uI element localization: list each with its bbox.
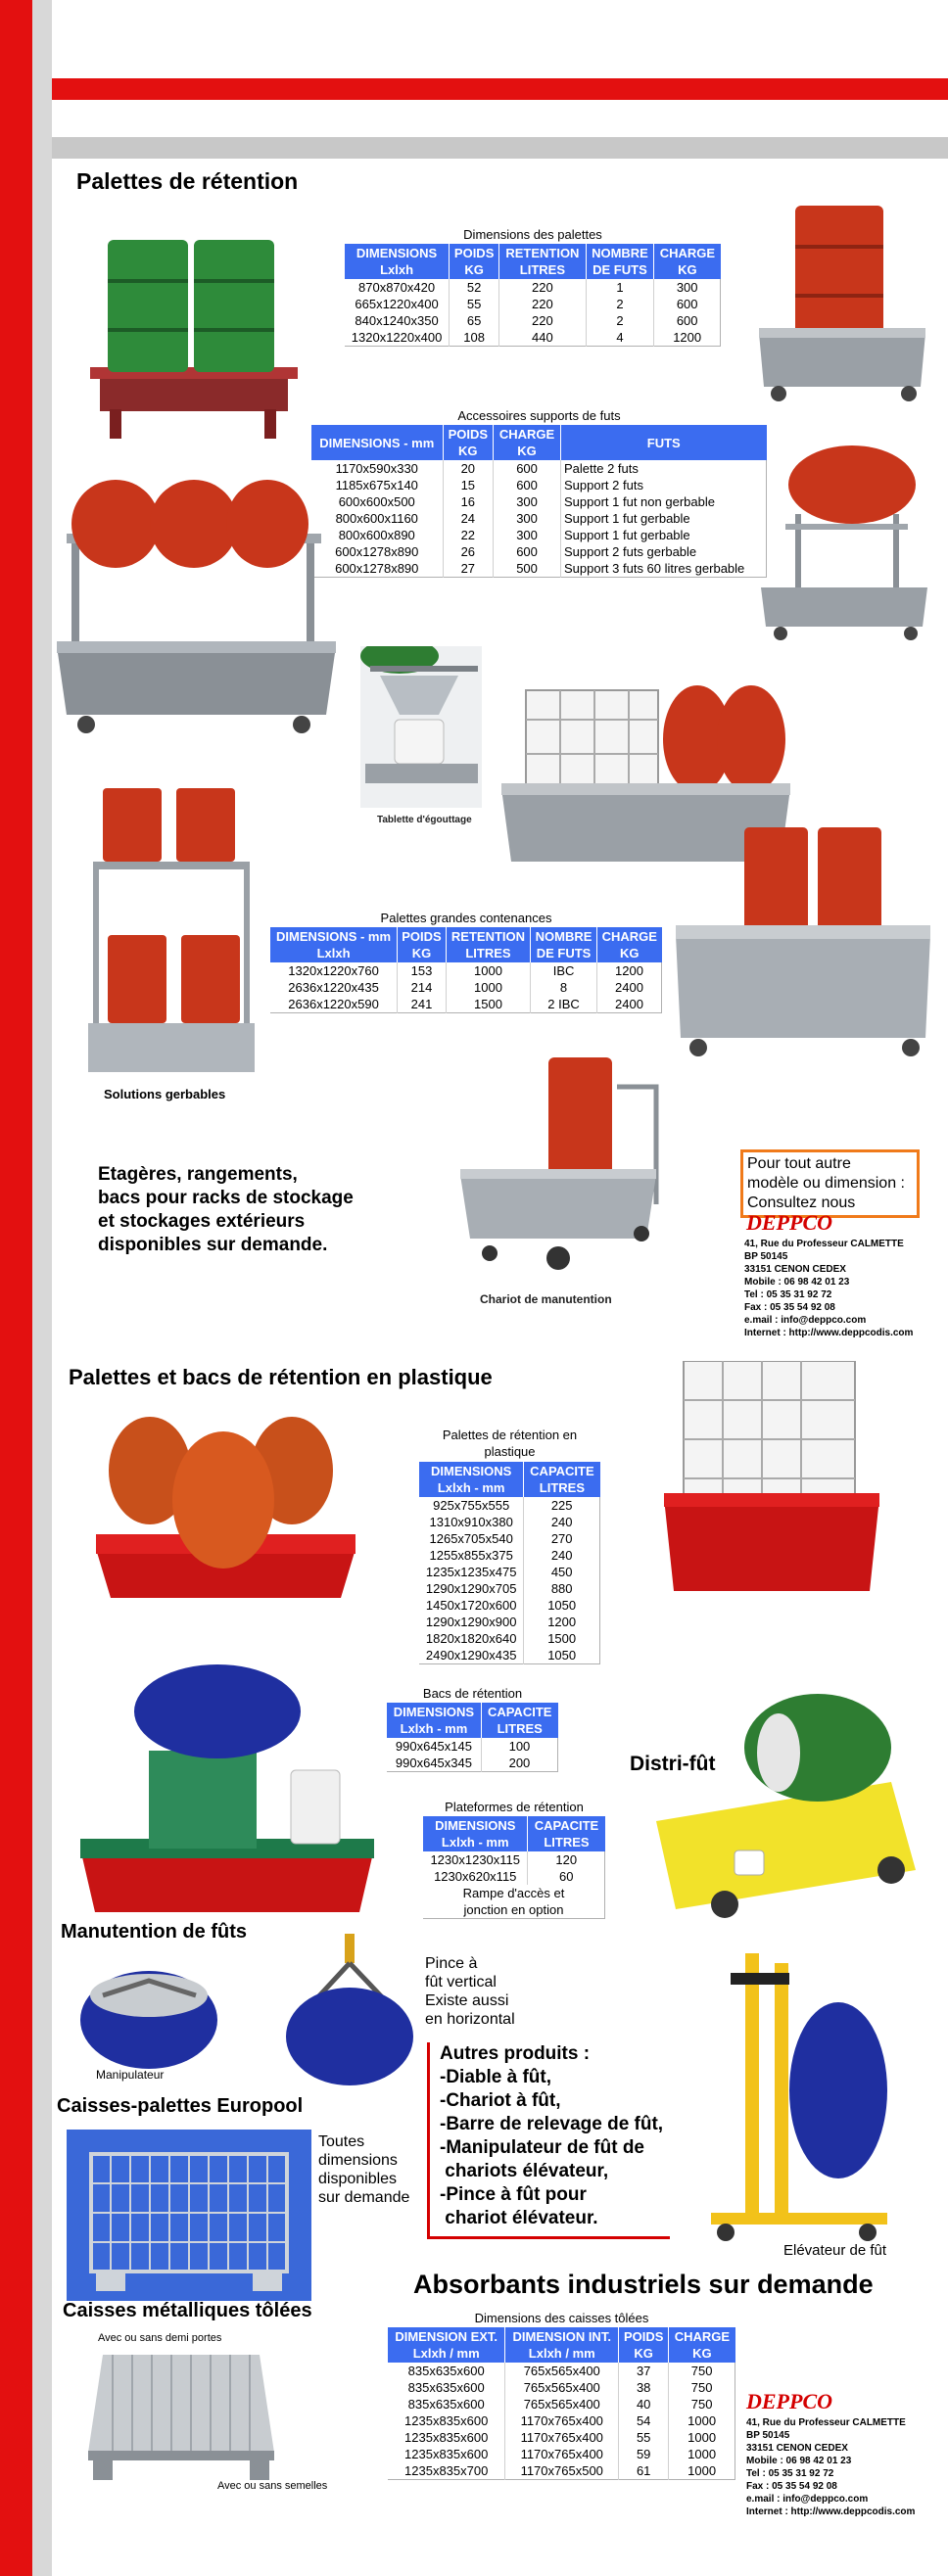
table-row: 1320x1220x400 108 440 4 1200 <box>345 329 721 347</box>
col-header: CHARGE KG <box>669 2327 735 2363</box>
contact-box: Pour tout autre modèle ou dimension : Consultez nous <box>740 1149 920 1218</box>
table-row: 835x635x600 765x565x400 38 750 <box>388 2379 735 2396</box>
caption-chariot: Chariot de manutention <box>480 1292 612 1306</box>
table-row: 1255x855x375 240 <box>419 1547 600 1564</box>
elevateur-fut-image <box>691 1953 892 2242</box>
col-header: DIMENSIONS Lxlxh - mm <box>423 1816 528 1851</box>
company-logo-footer: DEPPCO <box>746 2389 832 2413</box>
table-row: 1235x835x600 1170x765x400 59 1000 <box>388 2446 735 2462</box>
table-row: 665x1220x400 55 220 2 600 <box>345 296 721 312</box>
red-drum-metal-pallet-image <box>754 206 930 406</box>
col-header: POIDS KG <box>398 927 447 962</box>
table-grandes-contenances <box>270 911 662 1013</box>
table-row: 1230x620x115 60 <box>423 1868 605 1885</box>
autres-produits-box: Autres produits : -Diable à fût, -Chariot à fût, -Barre de relevage de fût, -Manipulateur de fût de chariots élévateur, -Pince à fût pour chariot élévateur. <box>427 2042 670 2239</box>
table-caption: Accessoires supports de futs <box>457 408 621 423</box>
table-caption: Bacs de rétention <box>422 1686 523 1701</box>
table-row: 835x635x600 765x565x400 40 750 <box>388 2396 735 2412</box>
distri-fut-image <box>637 1694 925 1924</box>
chariot-manutention-image <box>460 1057 671 1283</box>
caption-demi-portes: Avec ou sans demi portes <box>98 2332 222 2344</box>
col-header: CHARGE KG <box>654 244 721 279</box>
table-row: 1290x1290x900 1200 <box>419 1614 600 1630</box>
table-row: 2636x1220x435 214 1000 8 2400 <box>270 979 662 996</box>
green-drums-pallet-image <box>90 235 298 445</box>
distri-fut-label: Distri-fût <box>630 1753 716 1775</box>
table-row: 990x645x145 100 <box>387 1738 558 1755</box>
col-header: DIMENSIONS - mm Lxlxh <box>270 927 398 962</box>
table-row: 1235x835x600 1170x765x400 54 1000 <box>388 2412 735 2429</box>
left-gray-stripe <box>32 0 52 2576</box>
col-header: RETENTION LITRES <box>446 927 530 962</box>
col-header: CHARGE KG <box>494 425 561 460</box>
plastic-pallet-drums-image <box>96 1412 356 1613</box>
absorbants-title: Absorbants industriels sur demande <box>413 2270 874 2299</box>
pince-text: Pince à fût vertical Existe aussi en horizontal <box>425 1955 515 2028</box>
section-title-palettes: Palettes de rétention <box>76 168 299 194</box>
table-row: 1230x1230x115 120 <box>423 1851 605 1868</box>
etageres-text: Etagères, rangements, bacs pour racks de stockage et stockages extérieurs disponibles sur demande. <box>98 1164 354 1255</box>
col-header: NOMBRE DE FUTS <box>531 927 597 962</box>
table-row: 1235x835x700 1170x765x500 61 1000 <box>388 2462 735 2480</box>
metal-box-image <box>83 2345 279 2487</box>
table-header-row <box>270 927 662 962</box>
table-row: 1185x675x140 15 600 Support 2 futs <box>311 477 767 493</box>
company-address-footer: 41, Rue du Professeur CALMETTE BP 50145 33151 CENON CEDEX Mobile : 06 98 42 01 23 Tel : 05 35 31 92 72 Fax : 05 35 54 92 08 e.mail : info@deppco.com Internet : http://www.deppcodis.com <box>746 2417 916 2517</box>
caption-gerbables: Solutions gerbables <box>104 1087 226 1101</box>
table-row: jonction en option <box>463 1902 564 1917</box>
europool-text: Toutes dimensions disponibles sur demande <box>318 2133 410 2206</box>
company-logo: DEPPCO <box>746 1210 832 1235</box>
table-caption: Plateformes de rétention <box>445 1800 584 1814</box>
drum-rack-pallet-image <box>57 480 336 744</box>
table-row: 835x635x600 765x565x400 37 750 <box>388 2363 735 2379</box>
table-header-row <box>423 1816 605 1851</box>
section-title-manutention: Manutention de fûts <box>61 1921 247 1943</box>
blue-drum-grid-image <box>80 1663 374 1917</box>
top-gray-band <box>52 137 948 159</box>
ibc-plastic-pallet-image <box>664 1361 879 1601</box>
table-row: 925x755x555 225 <box>419 1497 600 1514</box>
col-header: DIMENSION EXT. Lxlxh / mm <box>388 2327 505 2363</box>
caption-tablette: Tablette d'égouttage <box>377 815 472 825</box>
table-header-row <box>311 425 767 460</box>
table-accessoires <box>311 408 767 578</box>
table-header-row <box>345 244 721 279</box>
col-header: CAPACITE LITRES <box>524 1462 600 1497</box>
table-header-row <box>387 1703 558 1738</box>
table-caption: Dimensions des palettes <box>463 227 602 242</box>
table-header-row <box>388 2327 735 2363</box>
manipulateur-image <box>78 1966 220 2069</box>
caption-semelles: Avec ou sans semelles <box>217 2480 328 2492</box>
col-header: FUTS <box>561 425 767 460</box>
table-row: 800x600x890 22 300 Support 1 fut gerbable <box>311 527 767 543</box>
table-bacs <box>387 1686 558 1772</box>
table-row: 990x645x345 200 <box>387 1755 558 1772</box>
table-row: 1235x835x600 1170x765x400 55 1000 <box>388 2429 735 2446</box>
table-row: Rampe d'accès et <box>462 1886 565 1900</box>
table-row: 1265x705x540 270 <box>419 1530 600 1547</box>
col-header: POIDS KG <box>450 244 499 279</box>
table-caption: Palettes de rétention en plastique <box>442 1428 578 1459</box>
drum-stand-image <box>756 445 932 641</box>
large-container-image <box>671 827 937 1062</box>
table-row: 1310x910x380 240 <box>419 1514 600 1530</box>
caption-manipulateur: Manipulateur <box>96 2068 165 2082</box>
table-header-row <box>419 1462 600 1497</box>
col-header: DIMENSIONS Lxlxh - mm <box>419 1462 524 1497</box>
col-header: POIDS KG <box>619 2327 669 2363</box>
col-header: DIMENSIONS Lxlxh <box>345 244 450 279</box>
table-caption: Palettes grandes contenances <box>380 911 552 925</box>
stackable-frame-image <box>88 788 255 1082</box>
col-header: NOMBRE DE FUTS <box>586 244 654 279</box>
table-dimensions-palettes <box>345 227 721 347</box>
table-row: 1170x590x330 20 600 Palette 2 futs <box>311 460 767 477</box>
caption-elevateur: Elévateur de fût <box>783 2242 887 2259</box>
table-row: 1235x1235x475 450 <box>419 1564 600 1580</box>
col-header: CAPACITE LITRES <box>528 1816 605 1851</box>
table-plateformes <box>423 1800 605 1919</box>
col-header: DIMENSIONS Lxlxh - mm <box>387 1703 481 1738</box>
table-row: 1450x1720x600 1050 <box>419 1597 600 1614</box>
col-header: DIMENSIONS - mm <box>311 425 443 460</box>
col-header: CHARGE KG <box>597 927 662 962</box>
table-row: 2490x1290x435 1050 <box>419 1647 600 1664</box>
left-red-stripe <box>0 0 32 2576</box>
top-red-band <box>52 78 948 100</box>
table-row: 600x1278x890 26 600 Support 2 futs gerbable <box>311 543 767 560</box>
section-title-plastique: Palettes et bacs de rétention en plastique <box>69 1365 493 1389</box>
table-row: 800x600x1160 24 300 Support 1 fut gerbable <box>311 510 767 527</box>
company-address: 41, Rue du Professeur CALMETTE BP 50145 33151 CENON CEDEX Mobile : 06 98 42 01 23 Tel : 05 35 31 92 72 Fax : 05 35 54 92 08 e.mail : info@deppco.com Internet : http://www.deppcodis.com <box>744 1239 914 1338</box>
table-caisses-tolees <box>388 2311 735 2480</box>
tablette-egouttage-image <box>360 646 482 808</box>
table-row: 1820x1820x640 1500 <box>419 1630 600 1647</box>
col-header: POIDS KG <box>443 425 494 460</box>
table-caption: Dimensions des caisses tôlées <box>474 2311 649 2325</box>
section-title-europool: Caisses-palettes Europool <box>57 2095 304 2117</box>
table-plastique <box>419 1427 600 1664</box>
table-row: 840x1240x350 65 220 2 600 <box>345 312 721 329</box>
europool-crate-image <box>67 2130 311 2301</box>
col-header: DIMENSION INT. Lxlxh / mm <box>505 2327 619 2363</box>
section-title-caisses-metalliques: Caisses métalliques tôlées <box>63 2300 312 2321</box>
col-header: RETENTION LITRES <box>499 244 586 279</box>
table-row: 870x870x420 52 220 1 300 <box>345 279 721 296</box>
table-row: 600x600x500 16 300 Support 1 fut non gerbable <box>311 493 767 510</box>
table-row: 600x1278x890 27 500 Support 3 futs 60 litres gerbable <box>311 560 767 578</box>
pince-fut-image <box>284 1934 416 2085</box>
table-row: 2636x1220x590 241 1500 2 IBC 2400 <box>270 996 662 1013</box>
col-header: CAPACITE LITRES <box>481 1703 557 1738</box>
table-row: 1290x1290x705 880 <box>419 1580 600 1597</box>
table-row: 1320x1220x760 153 1000 IBC 1200 <box>270 962 662 979</box>
